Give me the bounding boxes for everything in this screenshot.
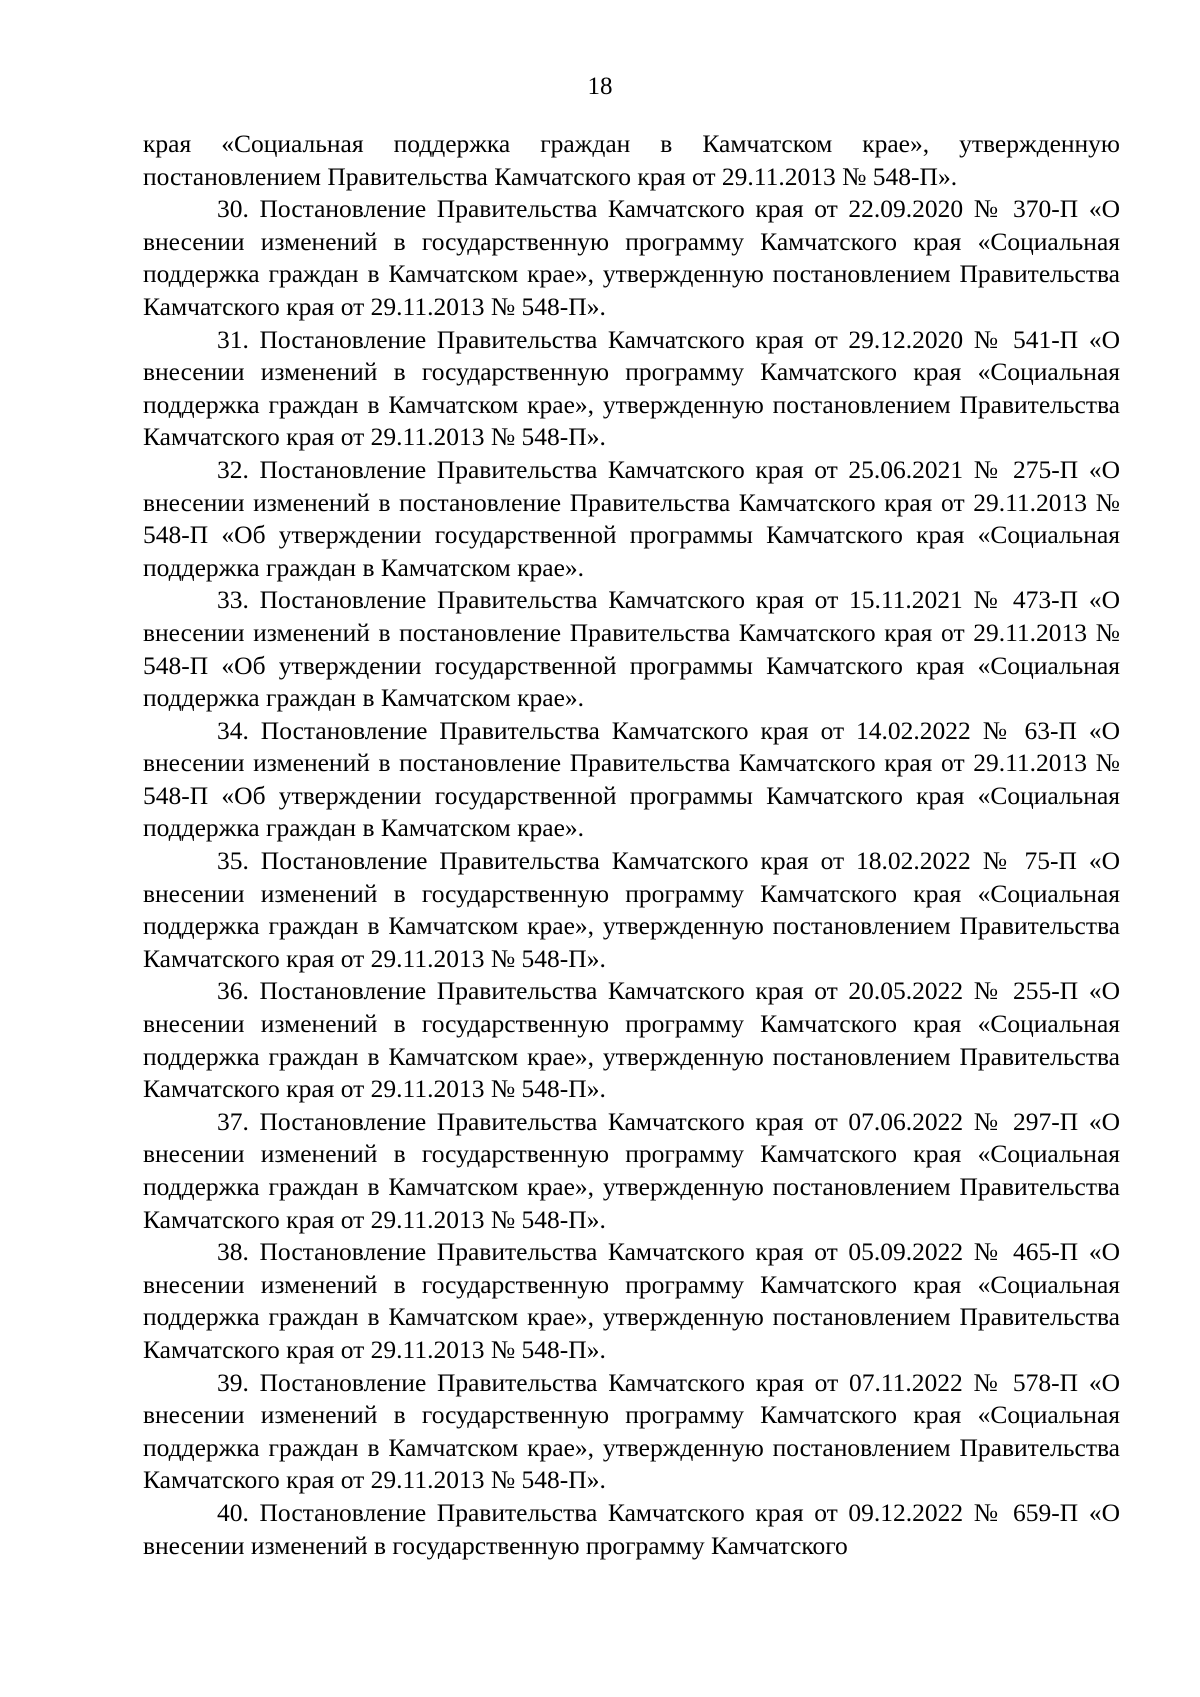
list-item-34: 34. Постановление Правительства Камчатского края от 14.02.2022 № 63-П «О внесении изменений в постановление Правительства Камчатского края от 29.11.2013 № 548-П «Об утверждении государственной программы Камчатского края «Социальная поддержка граждан в Камчатском крае». (143, 715, 1120, 843)
list-item-40: 40. Постановление Правительства Камчатского края от 09.12.2022 № 659-П «О внесении изменений в государственную программу Камчатского (143, 1497, 1120, 1560)
list-item-36: 36. Постановление Правительства Камчатского края от 20.05.2022 № 255-П «О внесении изменений в государственную программу Камчатского края «Социальная поддержка граждан в Камчатском крае», утвержденную постановлением Правительства Камчатского края от 29.11.2013 № 548-П». (143, 976, 1120, 1104)
list-item-31: 31. Постановление Правительства Камчатского края от 29.12.2020 № 541-П «О внесении изменений в государственную программу Камчатского края «Социальная поддержка граждан в Камчатском крае», утвержденную постановлением Правительства Камчатского края от 29.11.2013 № 548-П». (143, 324, 1120, 452)
list-item-38: 38. Постановление Правительства Камчатского края от 05.09.2022 № 465-П «О внесении изменений в государственную программу Камчатского края «Социальная поддержка граждан в Камчатском крае», утвержденную постановлением Правительства Камчатского края от 29.11.2013 № 548-П». (143, 1237, 1120, 1364)
list-item-35: 35. Постановление Правительства Камчатского края от 18.02.2022 № 75-П «О внесении изменений в государственную программу Камчатского края «Социальная поддержка граждан в Камчатском крае», утвержденную постановлением Правительства Камчатского края от 29.11.2013 № 548-П». (143, 846, 1120, 973)
list-item-30: 30. Постановление Правительства Камчатского края от 22.09.2020 № 370-П «О внесении изменений в государственную программу Камчатского края «Социальная поддержка граждан в Камчатском крае», утвержденную постановлением Правительства Камчатского края от 29.11.2013 № 548-П». (143, 194, 1120, 321)
list-item-33: 33. Постановление Правительства Камчатского края от 15.11.2021 № 473-П «О внесении изменений в постановление Правительства Камчатского края от 29.11.2013 № 548-П «Об утверждении государственной программы Камчатского края «Социальная поддержка граждан в Камчатском крае». (143, 585, 1120, 713)
list-item-32: 32. Постановление Правительства Камчатского края от 25.06.2021 № 275-П «О внесении изменений в постановление Правительства Камчатского края от 29.11.2013 № 548-П «Об утверждении государственной программы Камчатского края «Социальная поддержка граждан в Камчатском крае». (143, 454, 1120, 582)
document-body (143, 128, 1120, 1562)
list-item-39: 39. Постановление Правительства Камчатского края от 07.11.2022 № 578-П «О внесении изменений в государственную программу Камчатского края «Социальная поддержка граждан в Камчатском крае», утвержденную постановлением Правительства Камчатского края от 29.11.2013 № 548-П». (143, 1367, 1120, 1495)
list-item-37: 37. Постановление Правительства Камчатского края от 07.06.2022 № 297-П «О внесении изменений в государственную программу Камчатского края «Социальная поддержка граждан в Камчатском крае», утвержденную постановлением Правительства Камчатского края от 29.11.2013 № 548-П». (143, 1106, 1120, 1234)
page-number: 18 (587, 73, 613, 100)
continuation-paragraph: края «Социальная поддержка граждан в Камчатском крае», утвержденную постановлением Правительства Камчатского края от 29.11.2013 № 548-П». (143, 129, 1120, 191)
